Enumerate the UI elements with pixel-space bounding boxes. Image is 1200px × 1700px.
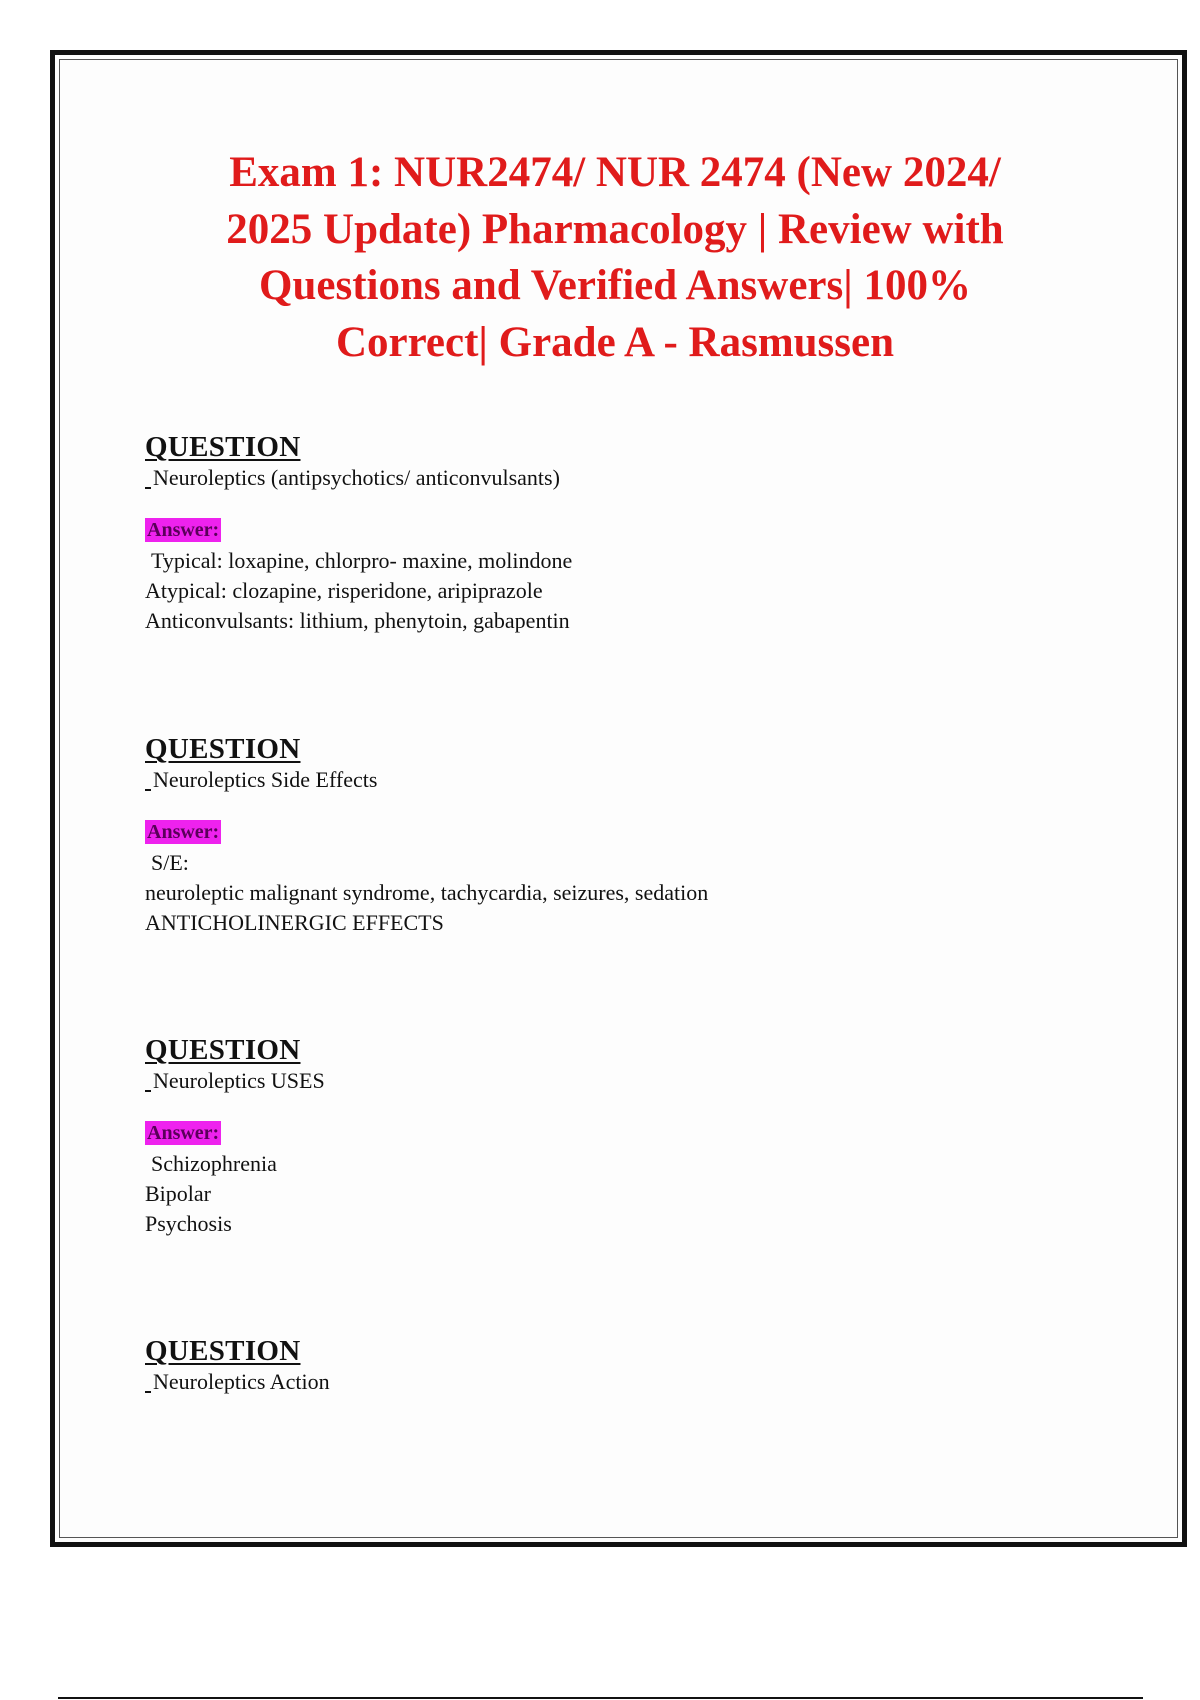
qa-block-1 <box>145 430 1045 636</box>
question-heading: QUESTION <box>145 733 301 765</box>
answer-line: Schizophrenia <box>151 1151 277 1176</box>
answer-label: Answer: <box>147 1122 220 1144</box>
answer-lines <box>145 546 1045 636</box>
answer-line: Psychosis <box>145 1211 232 1236</box>
answer-line: Typical: loxapine, chlorpro- maxine, molindone <box>151 548 573 573</box>
question-text-content: Neuroleptics Action <box>153 1369 330 1394</box>
underscore-mark <box>145 789 151 791</box>
question-text-content: Neuroleptics (antipsychotics/ anticonvulsants) <box>153 465 560 490</box>
title-line: 2025 Update) Pharmacology | Review with <box>226 205 1004 253</box>
question-text-content: Neuroleptics Side Effects <box>153 767 378 792</box>
bottom-rule <box>58 1697 1143 1699</box>
underscore-mark <box>145 487 151 489</box>
question-text <box>145 464 1045 492</box>
title-line: Exam 1: NUR2474/ NUR 2474 (New 2024/ <box>229 149 1001 196</box>
question-heading: QUESTION <box>145 431 301 463</box>
title-line: Questions and Verified Answers| 100% <box>259 262 971 309</box>
answer-line: Atypical: clozapine, risperidone, aripiprazole <box>145 578 543 603</box>
question-text <box>145 766 1045 794</box>
question-text-content: Neuroleptics USES <box>153 1068 325 1093</box>
question-heading: QUESTION <box>145 1034 301 1066</box>
title-line: Correct| Grade A - Rasmussen <box>335 318 895 366</box>
underscore-mark <box>145 1391 151 1393</box>
answer-label: Answer: <box>147 821 220 843</box>
answer-lines <box>145 1149 1045 1239</box>
question-text <box>145 1368 1045 1396</box>
answer-label: Answer: <box>147 519 220 541</box>
underscore-mark <box>145 1090 151 1092</box>
qa-block-3 <box>145 1033 1045 1239</box>
question-text <box>145 1067 1045 1095</box>
answer-line: Anticonvulsants: lithium, phenytoin, gabapentin <box>145 608 570 633</box>
question-heading: QUESTION <box>145 1335 301 1367</box>
document-title <box>120 145 1110 371</box>
qa-block-4 <box>145 1334 1045 1396</box>
answer-line: Bipolar <box>145 1181 211 1206</box>
answer-lines <box>145 848 1045 938</box>
answer-line: S/E: <box>151 850 189 875</box>
answer-line: ANTICHOLINERGIC EFFECTS <box>145 910 444 935</box>
qa-block-2 <box>145 732 1045 938</box>
answer-line: neuroleptic malignant syndrome, tachycardia, seizures, sedation <box>145 880 709 905</box>
